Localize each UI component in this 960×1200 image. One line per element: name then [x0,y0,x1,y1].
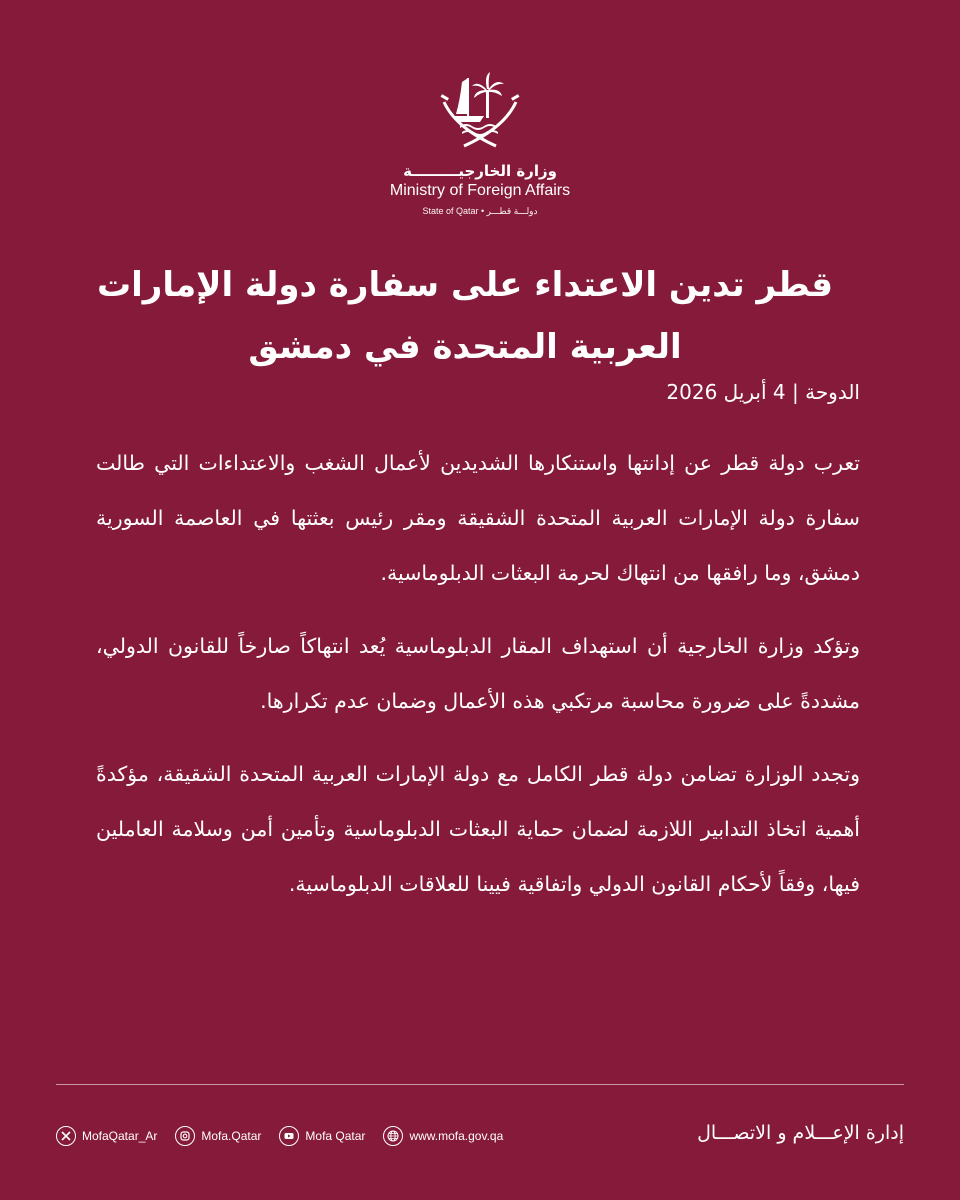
youtube-icon [279,1126,299,1146]
footer-divider [56,1084,904,1085]
social-youtube-link[interactable] [279,1126,365,1146]
x-icon [56,1126,76,1146]
department-name: إدارة الإعـــلام و الاتصـــال [697,1122,904,1144]
state-subline: State of Qatar • دولـــة قطـــر [422,206,538,216]
instagram-icon [175,1126,195,1146]
ministry-english-name: Ministry of Foreign Affairs [389,182,571,199]
paragraph-3: وتجدد الوزارة تضامن دولة قطر الكامل مع دولة الإمارات العربية المتحدة الشقيقة، مؤكدةً أهمية اتخاذ التدابير اللازمة لضمان حماية البعثات الدبلوماسية وتأمين أمن وسلامة العاملين فيها، وفقاً لأحكام القانون الدولي واتفاقية فيينا للعلاقات الدبلوماسية. [96,762,860,896]
social-x-link[interactable] [56,1126,157,1146]
social-youtube-label: Mofa Qatar [305,1129,366,1143]
qatar-emblem-icon [438,72,522,148]
ministry-arabic-name: وزارة الخارجيـــــــــة [403,162,557,180]
social-links [56,1126,521,1146]
social-instagram-link[interactable] [175,1126,261,1146]
website-label: www.mofa.gov.qa [409,1129,504,1143]
paragraph-1: تعرب دولة قطر عن إدانتها واستنكارها الشديدين لأعمال الشغب والاعتداءات التي طالت سفارة دولة الإمارات العربية المتحدة الشقيقة ومقر رئيس بعثتها في العاصمة السورية دمشق، وما رافقها من انتهاك لحرمة البعثات الدبلوماسية. [96,451,860,585]
social-instagram-label: Mofa.Qatar [201,1129,262,1143]
social-x-label: MofaQatar_Ar [82,1129,158,1143]
statement-body [96,436,860,930]
website-link[interactable] [383,1126,503,1146]
dateline: الدوحة | 4 أبريل 2026 [666,380,860,404]
globe-icon [383,1126,403,1146]
headline: قطر تدين الاعتداء على سفارة دولة الإمارات العربية المتحدة في دمشق [96,265,834,367]
paragraph-2: وتؤكد وزارة الخارجية أن استهداف المقار الدبلوماسية يُعد انتهاكاً صارخاً للقانون الدولي، مشددةً على ضرورة محاسبة مرتكبي هذه الأعمال وضمان عدم تكرارها. [96,634,860,713]
ministry-logo [0,72,960,217]
